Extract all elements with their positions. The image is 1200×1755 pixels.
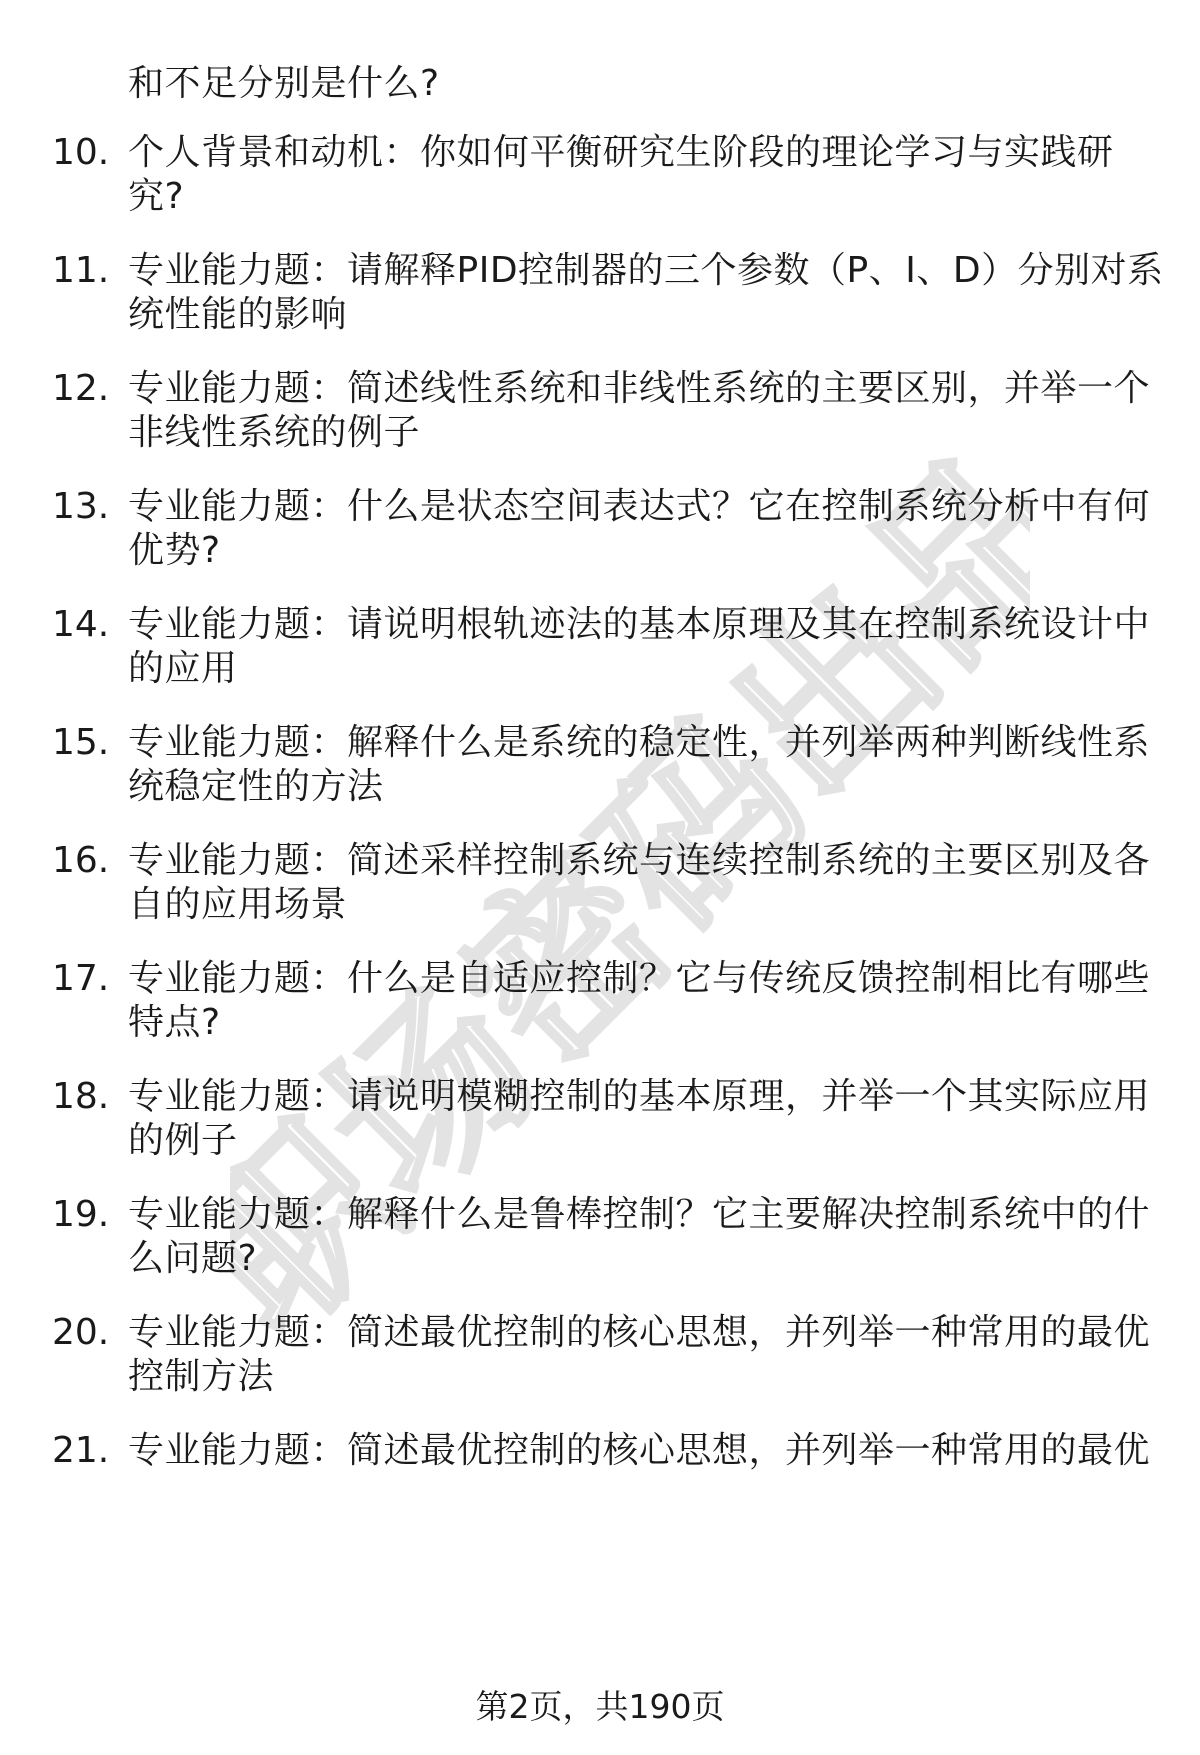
question-number: 11.: [52, 250, 110, 291]
question-text-line1: 个人背景和动机：你如何平衡研究生阶段的理论学习与实践研: [128, 132, 1114, 173]
question-number: 20.: [52, 1312, 110, 1353]
question-text-line2: 统稳定性的方法: [128, 766, 384, 807]
question-number: 12.: [52, 368, 110, 409]
question-text-line2: 优势?: [128, 530, 221, 571]
question-number: 21.: [52, 1430, 110, 1471]
question-text-line1: 专业能力题：什么是自适应控制？它与传统反馈控制相比有哪些: [128, 958, 1151, 999]
question-text-line1: 专业能力题：简述最优控制的核心思想，并列举一种常用的最优: [128, 1312, 1151, 1353]
question-text-line1: 专业能力题：解释什么是系统的稳定性，并列举两种判断线性系: [128, 722, 1151, 763]
question-text-line2: 究?: [128, 176, 185, 217]
question-number: 13.: [52, 486, 110, 527]
question-text-line1: 专业能力题：简述线性系统和非线性系统的主要区别，并举一个: [128, 368, 1151, 409]
question-text-line1: 专业能力题：请说明根轨迹法的基本原理及其在控制系统设计中: [128, 604, 1151, 645]
question-text-line1: 专业能力题：什么是状态空间表达式？它在控制系统分析中有何: [128, 486, 1151, 527]
question-number: 15.: [52, 722, 110, 763]
question-text-line2: 的应用: [128, 648, 238, 689]
question-text-line2: 么问题?: [128, 1238, 258, 1279]
watermark-text: 职场密码出品: [230, 440, 1030, 1340]
question-number: 16.: [52, 840, 110, 881]
question-text-line1: 专业能力题：请说明模糊控制的基本原理，并举一个其实际应用: [128, 1076, 1151, 1117]
question-text-line1: 专业能力题：解释什么是鲁棒控制？它主要解决控制系统中的什: [128, 1194, 1151, 1235]
question-text-line1: 专业能力题：简述最优控制的核心思想，并列举一种常用的最优: [128, 1430, 1151, 1471]
question-text-line2: 统性能的影响: [128, 294, 348, 335]
question-number: 17.: [52, 958, 110, 999]
question-text-line1: 专业能力题：请解释PID控制器的三个参数（P、I、D）分别对系: [128, 250, 1164, 291]
question-number: 14.: [52, 604, 110, 645]
question-number: 10.: [52, 132, 110, 173]
page-footer: 第2页，共190页: [475, 1687, 725, 1726]
question-number: 19.: [52, 1194, 110, 1235]
question-text-line2: 特点?: [128, 1002, 221, 1043]
question-text-line1: 专业能力题：简述采样控制系统与连续控制系统的主要区别及各: [128, 840, 1151, 881]
question-text-line2: 控制方法: [128, 1356, 275, 1397]
question-text-line2: 自的应用场景: [128, 884, 348, 925]
question-number: 18.: [52, 1076, 110, 1117]
question-text-line2: 非线性系统的例子: [128, 412, 421, 453]
continuation-line: 和不足分别是什么?: [128, 63, 440, 104]
question-text-line2: 的例子: [128, 1120, 238, 1161]
